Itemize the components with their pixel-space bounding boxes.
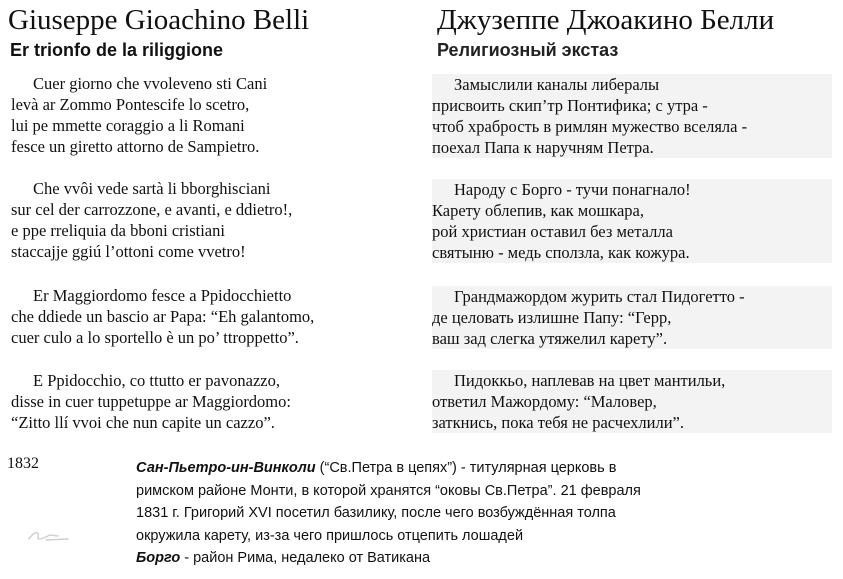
- footnote-line: [136, 457, 836, 480]
- footnote-line: 1831 г. Григорий XVI посетил базилику, после чего возбуждённая толпа: [136, 505, 616, 521]
- poem-line: Пидоккьо, наплевав на цвет мантильи,: [454, 371, 726, 390]
- poem-line: che ddiede un bascio ar Papa: “Eh galantomo,: [11, 307, 315, 326]
- poem-line: заткнись, пока тебя не расчехлили”.: [432, 413, 685, 432]
- note-text: - район Рима, недалеко от Ватикана: [180, 550, 431, 566]
- poem-line: Che vvôi vede sartà li bborghisciani: [33, 179, 271, 198]
- poem-line: levà ar Zommo Pontescife lo scetro,: [11, 95, 250, 114]
- poem-year: 1832: [7, 455, 39, 472]
- stanza: [11, 178, 421, 262]
- footnote-line: [136, 547, 836, 570]
- poem-line: чтоб храбрость в римлян мужество вселяла -: [432, 117, 748, 136]
- stanza: [11, 73, 421, 157]
- poem-line: Грандмажордом журить стал Пидогетто -: [454, 287, 745, 306]
- stanza: [432, 286, 832, 349]
- poem-line: рой христиан оставил без металла: [432, 222, 673, 241]
- poem-title-russian: Религиозный экстаз: [437, 40, 619, 60]
- poem-line: поехал Папа к наручням Петра.: [432, 138, 654, 157]
- author-name-italian: Giuseppe Gioachino Belli: [8, 4, 310, 36]
- poem-line: Народу с Борго - тучи понагнало!: [454, 180, 691, 199]
- poem-line: Cuer giorno che vvoleveno sti Cani: [33, 74, 268, 93]
- author-name-russian: Джузеппе Джоакино Белли: [437, 4, 775, 36]
- note-term: Борго: [136, 550, 181, 566]
- poem-line: Карету облепив, как мошкара,: [432, 201, 644, 220]
- poem-line: де целовать излишне Папу: “Герр,: [432, 308, 672, 327]
- poem-line: cuer culo a lo sportello è un po’ ttroppetto”.: [11, 328, 299, 347]
- poem-line: Замыслили каналы либералы: [454, 75, 660, 94]
- poem-title-italian: Er trionfo de la riliggione: [10, 40, 224, 60]
- poem-line: disse in cuer tuppetuppe ar Maggiordomo:: [11, 392, 291, 411]
- poem-line: sur cel der carrozzone, e avanti, e ddietro!,: [11, 200, 293, 219]
- poem-line: ваш зад слегка утяжелил карету”.: [432, 329, 668, 348]
- poem-line: Er Maggiordomo fesce a Ppidocchietto: [33, 286, 292, 305]
- poem-line: присвоить скип’тр Понтифика; с утра -: [432, 96, 708, 115]
- poem-line: e ppe rreliquia da bboni cristiani: [11, 221, 225, 240]
- note-term: Сан-Пьетро-ин-Винколи: [136, 460, 316, 476]
- stanza: [432, 370, 832, 433]
- poem-line: “Zitto llí vvoi che nun capite un cazzo”.: [11, 413, 275, 432]
- footnote-line: окружила карету, из-за чего пришлось отцепить лошадей: [136, 527, 524, 544]
- poem-line: staccajje ggiú l’ottoni come vvetro!: [11, 242, 246, 261]
- stanza: [11, 285, 421, 348]
- stanza: [11, 370, 421, 433]
- poem-line: святыню - медь сползла, как кожура.: [432, 243, 690, 262]
- stanza: [432, 74, 832, 158]
- note-text: (“Св.Петра в цепях”) - титулярная церковь в: [315, 460, 617, 476]
- footnotes: [136, 457, 836, 570]
- poem-line: lui pe mmette coraggio a li Romani: [11, 116, 245, 135]
- stanza: [432, 179, 832, 263]
- footnote-line: римском районе Монти, в которой хранятся “оковы Св.Петра”. 21 февраля: [136, 482, 641, 499]
- poem-line: ответил Мажордому: “Маловер,: [432, 392, 657, 411]
- poem-line: E Ppidocchio, co ttutto er pavonazzo,: [33, 371, 280, 390]
- signature-mark: [26, 526, 74, 546]
- poem-line: fesce un giretto attorno de Sampietro.: [11, 137, 260, 156]
